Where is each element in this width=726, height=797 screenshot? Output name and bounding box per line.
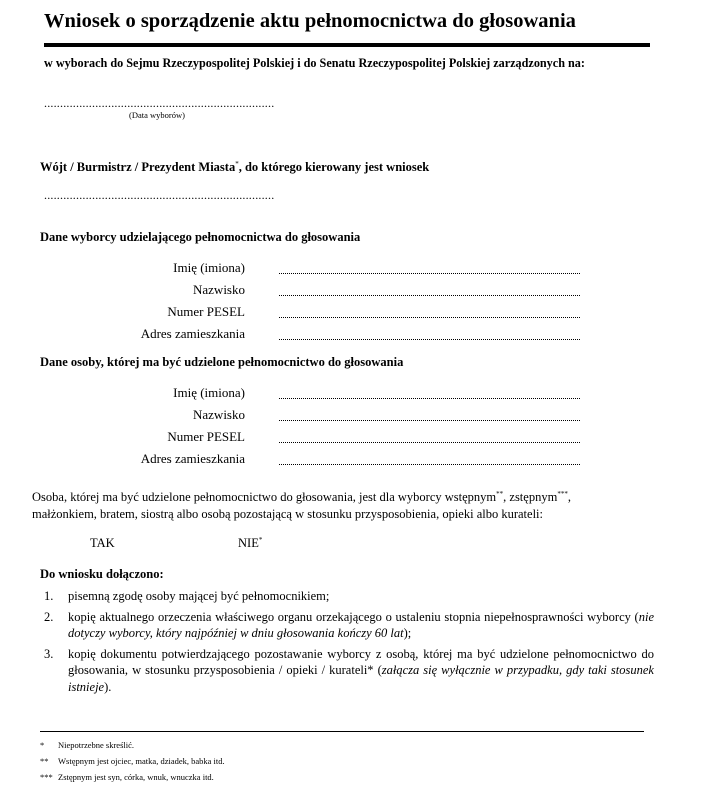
attachment-text-end: ); <box>403 626 412 640</box>
attachment-item <box>40 646 654 696</box>
attachment-item <box>40 588 654 605</box>
attachment-item <box>40 609 654 642</box>
option-yes[interactable]: TAK <box>90 536 115 550</box>
option-no-label: NIE <box>238 536 259 551</box>
option-no-mark: * <box>258 536 263 544</box>
official-heading-text: Wójt / Burmistrz / Prezydent Miasta <box>40 160 236 175</box>
footnote <box>40 756 225 766</box>
relation-mark-2: *** <box>557 490 568 498</box>
attachment-number: 1. <box>44 589 54 603</box>
attachments-heading: Do wniosku dołączono: <box>40 567 164 581</box>
election-date-caption: (Data wyborów) <box>129 110 185 120</box>
footnote-text: Wstępnym jest ojciec, matka, dziadek, babka itd. <box>58 756 225 766</box>
form-title: Wniosek o sporządzenie aktu pełnomocnictwa do głosowania <box>44 10 576 32</box>
attachment-text-end: ). <box>104 679 112 694</box>
attachment-text-main: kopię dokumentu potwierdzającego pozostawanie wyborcy z osobą, której ma być udzielone pełnomocnictwo do głosowania, w stosunku przysposobienia / opieki / kurateli* ( <box>68 646 654 677</box>
footnote-divider <box>40 731 644 732</box>
voter-first-name-label: Imię (imiona) <box>173 260 245 275</box>
voter-pesel-field[interactable] <box>279 316 580 318</box>
voter-section-heading: Dane wyborcy udzielającego pełnomocnictwa do głosowania <box>40 230 361 244</box>
voter-address-label: Adres zamieszkania <box>140 326 245 341</box>
title-divider <box>44 43 650 47</box>
proxy-address-label: Adres zamieszkania <box>140 451 245 466</box>
footnote <box>40 740 134 750</box>
official-name-field[interactable]: ........................................................................ <box>44 188 275 202</box>
official-heading-mark: * <box>235 160 239 168</box>
election-subtitle: w wyborach do Sejmu Rzeczypospolitej Polskiej i do Senatu Rzeczypospolitej Polskiej zarządzonych na: <box>44 56 585 70</box>
relation-mark-1: ** <box>496 490 504 498</box>
footnote-mark: *** <box>40 772 53 782</box>
voter-first-name-field[interactable] <box>279 272 580 274</box>
attachments-list <box>40 588 654 699</box>
official-heading-suffix: , do którego kierowany jest wniosek <box>238 160 430 175</box>
proxy-section-heading: Dane osoby, której ma być udzielone pełnomocnictwo do głosowania <box>40 355 404 369</box>
voter-last-name-label: Nazwisko <box>193 282 245 297</box>
option-no[interactable] <box>238 536 262 551</box>
relation-statement <box>32 486 632 523</box>
attachment-text-main: kopię aktualnego orzeczenia właściwego organu orzekającego o ustaleniu stopnia niepełnosprawności wyborcy ( <box>68 609 639 624</box>
voter-address-field[interactable] <box>279 338 580 340</box>
attachment-text-main: pisemną zgodę osoby mającej być pełnomocnikiem; <box>68 589 330 603</box>
attachment-text <box>68 588 654 605</box>
voter-pesel-label: Numer PESEL <box>167 304 245 319</box>
footnote-mark: * <box>40 740 45 750</box>
footnote-text: Niepotrzebne skreślić. <box>58 740 134 750</box>
attachment-number: 2. <box>44 609 54 624</box>
official-heading <box>40 160 429 175</box>
relation-text-2: , zstępnym <box>503 490 558 505</box>
relation-text-3: , małżonkiem, bratem, siostrą albo osobą pozostającą w stosunku przysposobienia, opieki albo kurateli: <box>32 490 571 522</box>
proxy-pesel-label: Numer PESEL <box>167 429 245 444</box>
voter-last-name-field[interactable] <box>279 294 580 296</box>
election-date-field[interactable]: ........................................................................ <box>44 96 275 110</box>
proxy-last-name-field[interactable] <box>279 419 580 421</box>
proxy-first-name-label: Imię (imiona) <box>173 385 245 400</box>
footnote <box>40 772 214 782</box>
proxy-last-name-label: Nazwisko <box>193 407 245 422</box>
proxy-first-name-field[interactable] <box>279 397 580 399</box>
footnote-text: Zstępnym jest syn, córka, wnuk, wnuczka itd. <box>58 772 214 782</box>
attachment-text <box>68 646 654 696</box>
proxy-address-field[interactable] <box>279 463 580 465</box>
proxy-pesel-field[interactable] <box>279 441 580 443</box>
attachment-text <box>68 609 654 642</box>
footnote-mark: ** <box>40 756 49 766</box>
relation-text-1: Osoba, której ma być udzielone pełnomocnictwo do głosowania, jest dla wyborcy wstępnym <box>32 490 497 505</box>
attachment-number: 3. <box>44 646 54 661</box>
attachment-text-italic: nie dotyczy wyborcy, który najpóźniej w dniu głosowania kończy 60 lat <box>68 609 654 640</box>
attachment-text-italic: załącza się wyłącznie w przypadku, gdy taki stosunek istnieje <box>68 663 654 694</box>
